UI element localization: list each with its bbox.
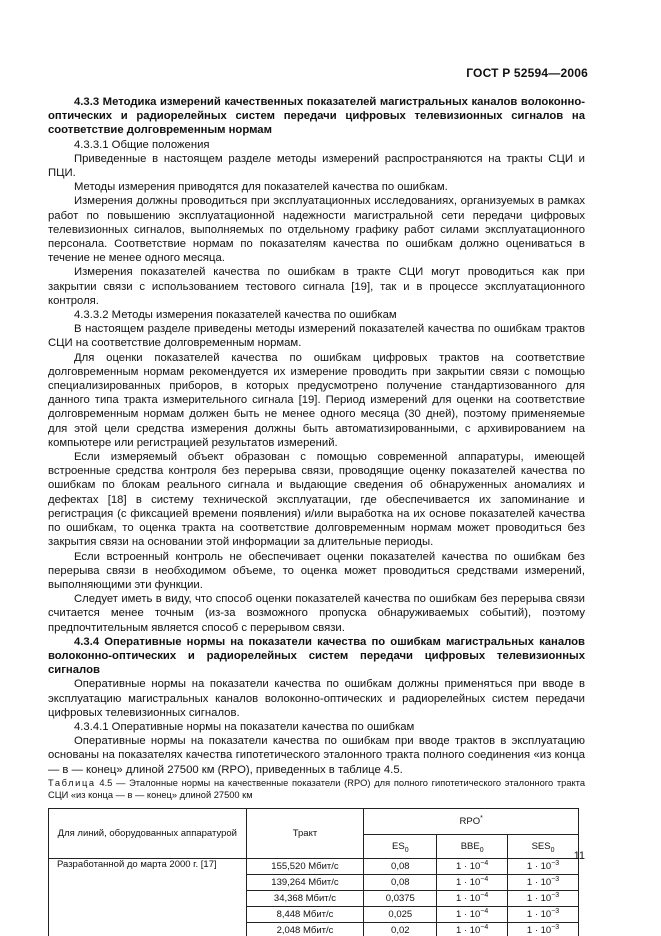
table-row [49,858,579,874]
page-number: 11 [573,850,585,862]
paragraph: Следует иметь в виду, что способ оценки показателей качества по ошибкам без перерыва связи считается менее точным (из-за возможного пропуска обнаруживаемых событий), поэтому предпочтительным является способ с перерывом связи. [48,593,585,634]
header-rpo: RPO* [364,808,579,834]
cell-es: 0,02 [364,922,437,936]
cell-line-equipment: Разработанной до марта 2000 г. [17] [49,858,247,936]
cell-es: 0,08 [364,858,437,874]
cell-path: 155,520 Мбит/с [246,858,364,874]
paragraph: Измерения показателей качества по ошибкам в тракте СЦИ могут проводиться как при закрытии связи с использованием тестового сигнала [19], так и в процессе эксплуатационного контроля. [48,266,585,307]
paragraph: В настоящем разделе приведены методы измерений показателей качества по ошибкам трактов СЦИ на соответствие долговременным нормам. [48,323,585,350]
header-path: Тракт [246,808,364,858]
table-caption-text: 4.5 — Эталонные нормы на качественные показатели (RPO) для полного гипотетического эталонного тракта СЦИ «из конца — в — конец» длиной 27500 км [48,777,585,801]
section-heading-4-3-4: 4.3.4 Оперативные нормы на показатели качества по ошибкам магистральных каналов волоконно-оптических и радиорелейных систем передачи цифровых телевизионных сигналов [48,635,585,677]
paragraph: Оперативные нормы на показатели качества по ошибкам должны применяться при вводе в эксплуатацию магистральных каналов волоконно-оптических и радиорелейных систем передачи цифровых телевизионных сигналов. [48,678,585,719]
cell-es: 0,08 [364,874,437,890]
cell-path: 8,448 Мбит/с [246,906,364,922]
paragraph: Приведенные в настоящем разделе методы измерений распространяются на тракты СЦИ и ПЦИ. [48,152,585,180]
rpo-table [48,808,579,936]
paragraph: Если встроенный контроль не обеспечивает оценки показателей качества по ошибкам без перерыва связи в необходимом объеме, то оценка может проводиться средствами измерений, выполняющими эти функции. [48,550,585,591]
subsection-heading: 4.3.4.1 Оперативные нормы на показатели качества по ошибкам [74,720,415,733]
cell-path: 139,264 Мбит/с [246,874,364,890]
header-line-equipment: Для линий, оборудованных аппаратурой [49,808,247,858]
cell-ses: $1 \cdot 10^{-3}$ [508,906,579,922]
cell-es: 0,0375 [364,890,437,906]
cell-path: 34,368 Мбит/с [246,890,364,906]
cell-ses: $1 \cdot 10^{-3}$ [508,890,579,906]
table-caption [48,777,585,802]
subsection-heading: 4.3.3.2 Методы измерения показателей качества по ошибкам [74,309,397,322]
cell-es: 0,025 [364,906,437,922]
table-caption-label: Таблица [48,777,96,788]
cell-ses: $1 \cdot 10^{-3}$ [508,874,579,890]
cell-bbe: $1 \cdot 10^{-4}$ [437,890,508,906]
document-body [48,95,585,936]
subsection-heading: 4.3.3.1 Общие положения [74,138,210,151]
cell-bbe: $1 \cdot 10^{-4}$ [437,922,508,936]
cell-path: 2,048 Мбит/с [246,922,364,936]
section-heading-4-3-3: 4.3.3 Методика измерений качественных показателей магистральных каналов волоконно-оптических и радиорелейных систем передачи цифровых телевизионных сигналов на соответствие долговременным нормам [48,96,585,137]
cell-ses: $1 \cdot 10^{-3}$ [508,922,579,936]
header-es: $ES_0$ [364,834,437,858]
cell-bbe: $1 \cdot 10^{-4}$ [437,906,508,922]
paragraph: Если измеряемый объект образован с помощью современной аппаратуры, имеющей встроенные средства контроля без перерыва связи, проводящие оценку показателей качества по ошибкам по блокам реального сигнала и выдающие сведения об обнаруженных аномалиях и дефектах [18] в систему технической эксплуатации, где обеспечивается их запоминание и регистрация (с фиксацией времени появления) и/или выработка на их основе показателей качества по ошибкам, то оценка тракта на соответствие долговременным нормам может проводиться без закрытия связи на основании этой информации за длительные периоды. [48,451,585,549]
document-header: ГОСТ Р 52594—2006 [466,66,588,80]
cell-ses: $1 \cdot 10^{-3}$ [508,858,579,874]
paragraph: Оперативные нормы на показатели качества по ошибкам при вводе трактов в эксплуатацию основаны на показателях качества гипотетического эталонного тракта полного соединения «из конца — в — конец» длиной 27500 км (RPO), приведенных в таблице 4.5. [48,735,585,776]
cell-bbe: $1 \cdot 10^{-4}$ [437,874,508,890]
header-bbe: $BBE_0$ [437,834,508,858]
paragraph: Методы измерения приводятся для показателей качества по ошибкам. [74,181,448,194]
header-ses: $SES_0$ [508,834,579,858]
paragraph: Измерения должны проводиться при эксплуатационных исследованиях, организуемых в рамках работ по повышению эксплуатационной надежности магистральной сети передачи цифровых телевизионных сигналов, выполняемых по отдельному графику работ силами эксплуатационного персонала. Соответствие нормам по показателям качества по ошибкам должно оцениваться в течение не менее одного месяца. [48,195,585,265]
paragraph: Для оценки показателей качества по ошибкам цифровых трактов на соответствие долговременным нормам рекомендуется их измерение проводить при закрытии связи с помощью специализированных приборов, в которых предусмотрено получение стандартизованного для данного типа тракта измерительного сигнала [19]. Период измерений для оценки на соответствие долговременным нормам должен быть не менее одного месяца (30 дней), поэтому применяемые для этой цели средства измерения должны быть автоматизированными, с архивированием на компьютере или регистрацией результатов измерений. [48,351,585,449]
cell-bbe: $1 \cdot 10^{-4}$ [437,858,508,874]
